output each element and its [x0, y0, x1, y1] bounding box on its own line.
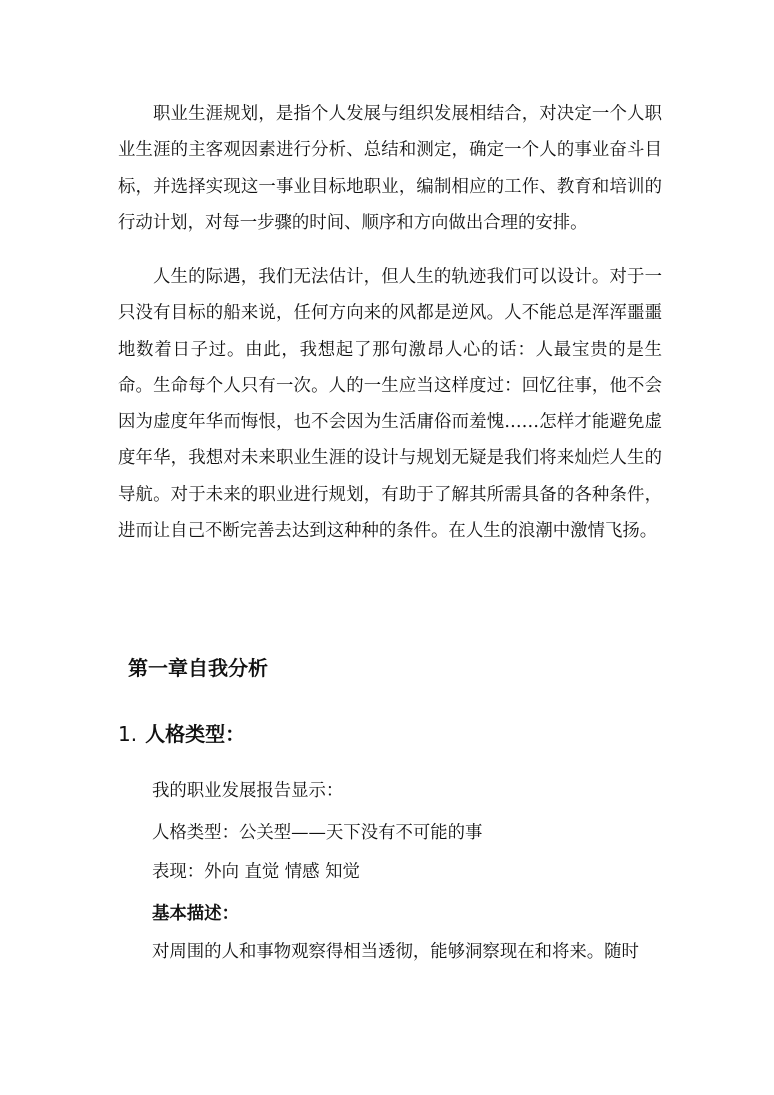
traits-line: 表现：外向 直觉 情感 知觉: [152, 862, 360, 882]
report-line: 我的职业发展报告显示：: [152, 781, 344, 801]
basic-description-text: 对周围的人和事物观察得相当透彻，能够洞察现在和将来。随时: [152, 942, 639, 962]
section-number: 1.: [118, 722, 138, 746]
section-heading: [118, 718, 245, 747]
section-title: 人格类型：: [145, 722, 246, 746]
intro-paragraph-1: 职业生涯规划，是指个人发展与组织发展相结合，对决定一个人职业生涯的主客观因素进行分析、总结和测定，确定一个人的事业奋斗目标，并选择实现这一事业目标地职业，编制相应的工作、教育和培训的行动计划，对每一步骤的时间、顺序和方向做出合理的安排。: [118, 104, 662, 233]
personality-type-line: 人格类型：公关型——天下没有不可能的事: [152, 823, 483, 843]
chapter-heading: 第一章自我分析: [128, 656, 268, 680]
basic-description-heading: 基本描述：: [152, 904, 239, 924]
intro-paragraph-2: 人生的际遇，我们无法估计，但人生的轨迹我们可以设计。对于一只没有目标的船来说，任何方向来的风都是逆风。人不能总是浑浑噩噩地数着日子过。由此，我想起了那句激昂人心的话：人最宝贵的是生命。生命每个人只有一次。人的一生应当这样度过：回忆往事，他不会因为虚度年华而悔恨，也不会因为生活庸俗而羞愧……怎样才能避免虚度年华，我想对未来职业生涯的设计与规划无疑是我们将来灿烂人生的导航。对于未来的职业进行规划，有助于了解其所需具备的各种条件，进而让自己不断完善去达到这种种的条件。在人生的浪潮中激情飞扬。: [118, 267, 662, 542]
